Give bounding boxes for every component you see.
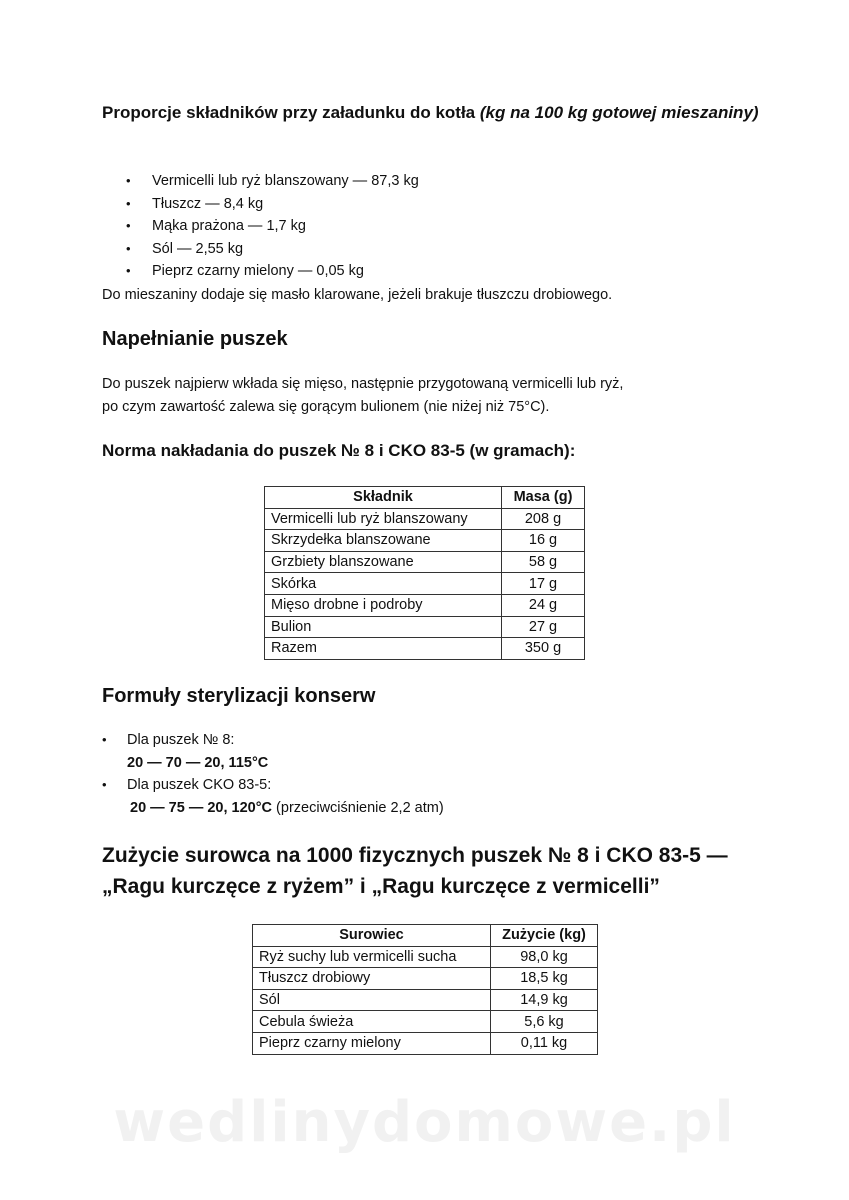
list-item — [102, 774, 444, 819]
proportions-note: Do mieszaniny dodaje się masło klarowane, jeżeli brakuje tłuszczu drobiowego. — [102, 287, 613, 303]
list-item — [102, 729, 444, 774]
section-title-filling: Napełnianie puszek — [102, 328, 288, 350]
table-row — [253, 1011, 598, 1033]
title-line-2: „Ragu kurczęce z ryżem” i „Ragu kurczęce z vermicelli” — [102, 875, 660, 898]
ingredient-cell: Bulion — [265, 616, 502, 638]
formula-extra: (przeciwciśnienie 2,2 atm) — [272, 799, 444, 816]
can-label: Dla puszek № 8: — [127, 732, 235, 748]
formula-value: 20 — 70 — 20, 115°C — [127, 754, 269, 771]
section-title-norm: Norma nakładania do puszek № 8 i CKO 83-5 (w gramach): — [102, 441, 576, 460]
mass-cell: 58 g — [502, 551, 585, 573]
section-title-proportions — [102, 101, 762, 125]
watermark: wedlinydomowe.pl — [113, 1090, 736, 1155]
mass-cell: 27 g — [502, 616, 585, 638]
mass-cell: 350 g — [502, 638, 585, 660]
formula-line — [127, 797, 444, 820]
list-item: • Sól — 2,55 kg — [102, 238, 419, 261]
table-row — [253, 989, 598, 1011]
ingredient-cell: Razem — [265, 638, 502, 660]
table-row — [253, 946, 598, 968]
section-title-sterilization: Formuły sterylizacji konserw — [102, 685, 376, 707]
title-bold-part: Proporcje składników przy załadunku do kotła — [102, 103, 480, 122]
consumption-cell: 98,0 kg — [491, 946, 598, 968]
table-row — [265, 551, 585, 573]
column-header-mass: Masa (g) — [502, 487, 585, 509]
list-item: • Mąka prażona — 1,7 kg — [102, 215, 419, 238]
column-header-consumption: Zużycie (kg) — [491, 925, 598, 947]
title-line-1: Zużycie surowca na 1000 fizycznych puszek № 8 i CKO 83-5 — — [102, 844, 728, 867]
table-row-total — [265, 638, 585, 660]
ingredient-cell: Skórka — [265, 573, 502, 595]
list-item: • Vermicelli lub ryż blanszowany — 87,3 kg — [102, 170, 419, 193]
proportions-list — [102, 170, 419, 283]
can-label: Dla puszek CKO 83-5: — [127, 777, 272, 793]
formula-line — [127, 752, 444, 775]
consumption-table — [252, 924, 598, 1055]
filling-paragraph — [102, 373, 762, 418]
consumption-cell: 14,9 kg — [491, 989, 598, 1011]
title-italic-part: (kg na 100 kg gotowej mieszaniny) — [479, 103, 759, 122]
material-cell: Ryż suchy lub vermicelli sucha — [253, 946, 491, 968]
consumption-cell: 18,5 kg — [491, 968, 598, 990]
list-item: • Tłuszcz — 8,4 kg — [102, 193, 419, 216]
filling-line-2: po czym zawartość zalewa się gorącym bulionem (nie niżej niż 75°C). — [102, 398, 550, 415]
table-row — [265, 573, 585, 595]
column-header-material: Surowiec — [253, 925, 491, 947]
table-row — [265, 530, 585, 552]
material-cell: Cebula świeża — [253, 1011, 491, 1033]
sterilization-list — [102, 729, 444, 819]
table-row — [265, 508, 585, 530]
norm-table — [264, 486, 585, 660]
table-row — [265, 616, 585, 638]
ingredient-cell: Grzbiety blanszowane — [265, 551, 502, 573]
ingredient-cell: Vermicelli lub ryż blanszowany — [265, 508, 502, 530]
filling-line-1: Do puszek najpierw wkłada się mięso, następnie przygotowaną vermicelli lub ryż, — [102, 376, 624, 392]
material-cell: Sól — [253, 989, 491, 1011]
ingredient-cell: Mięso drobne i podroby — [265, 594, 502, 616]
consumption-cell: 5,6 kg — [491, 1011, 598, 1033]
ingredient-cell: Skrzydełka blanszowane — [265, 530, 502, 552]
material-cell: Tłuszcz drobiowy — [253, 968, 491, 990]
table-header-row — [265, 487, 585, 509]
mass-cell: 208 g — [502, 508, 585, 530]
section-title-consumption — [102, 840, 782, 902]
list-item: • Pieprz czarny mielony — 0,05 kg — [102, 260, 419, 283]
table-row — [253, 968, 598, 990]
mass-cell: 24 g — [502, 594, 585, 616]
table-row — [253, 1032, 598, 1054]
column-header-ingredient: Składnik — [265, 487, 502, 509]
table-header-row — [253, 925, 598, 947]
mass-cell: 16 g — [502, 530, 585, 552]
formula-value: 20 — 75 — 20, 120°C — [130, 799, 273, 816]
material-cell: Pieprz czarny mielony — [253, 1032, 491, 1054]
table-row — [265, 594, 585, 616]
mass-cell: 17 g — [502, 573, 585, 595]
consumption-cell: 0,11 kg — [491, 1032, 598, 1054]
